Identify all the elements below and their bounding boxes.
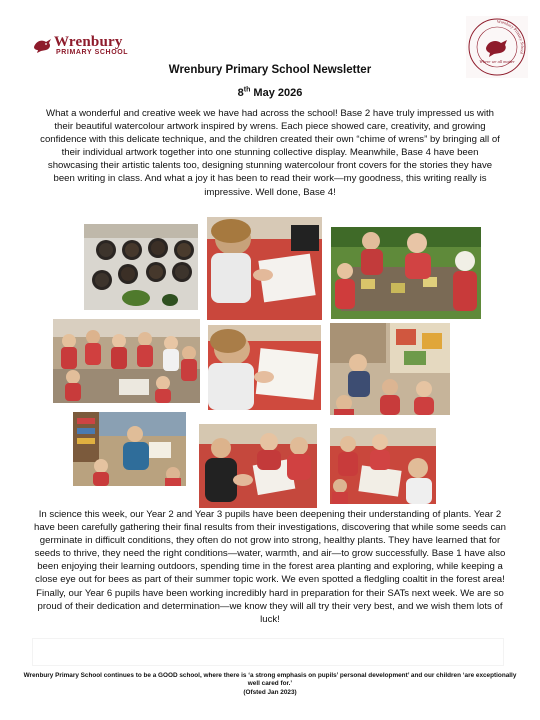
school-logo: [32, 34, 132, 60]
footer-ofsted-quote: Wrenbury Primary School continues to be a GOOD school, where there is ‘a strong emphasis on pupils’ personal development’ and our children ‘are exceptionally well cared for.’: [23, 672, 517, 688]
photo-class-on-carpet: [53, 319, 200, 403]
logo-subtitle: PRIMARY SCHOOL: [56, 49, 129, 56]
photo-child-drawing: [207, 217, 322, 320]
science-paragraph: In science this week, our Year 2 and Year 3 pupils have been deepening their understanding of plants. Year 2 have been carefully gathering their final results from their investigations, discovering that while some seeds can germinate in difficult conditions, they often do not grow into strong, healthy plants. They have learned that for seeds to thrive, they need the right conditions—water, warmth, and air—to grow successfully. Base 1 have also been enjoying their learning outdoors, spending time in the forest area planting and exploring, while keeping a close eye out for bees as part of their summer topic work. We even spotted a fledgling coaltit in the forest area! Finally, our Year 6 pupils have been working incredibly hard in preparation for their SATs next week. We are so proud of their dedication and determination—we know they will all try their very best, and we wish them lots of luck!: [34, 509, 506, 625]
seal-motto: Where we all matter: [479, 59, 515, 64]
newsletter-title: Wrenbury Primary School Newsletter: [168, 64, 372, 76]
seal-ring-text: Wrenbury Primary School: [496, 18, 525, 55]
photo-classroom-activity: [330, 323, 450, 415]
footer: [20, 672, 520, 697]
footer-ofsted-date: (Ofsted Jan 2023): [243, 688, 297, 696]
intro-paragraph: What a wonderful and creative week we have had across the school! Base 2 have truly impressed us with their beautiful watercolour artwork inspired by wrens. Each piece showed care, creativity, and growing confidence with this delicate technique, and the children created their own “chime of wrens” by bringing all of their individual artwork together into one stunning collective display. Meanwhile, Base 4 have been showcasing their artistic talents too, designing stunning watercolour front covers for the stories they have been writing in class. And what a joy it has been to read their work—my goodness, this writing really is impressive. Well done, Base 4!: [40, 108, 500, 198]
photo-children-outdoors: [331, 227, 481, 319]
photo-group-work: [330, 428, 436, 504]
logo-name: Wrenbury: [54, 34, 123, 50]
photo-child-writing: [208, 325, 321, 410]
photo-teacher-reading: [73, 412, 186, 486]
photo-seed-pots: [84, 224, 198, 310]
newsletter-date: 8th May 2026: [237, 86, 303, 99]
blank-text-box: [32, 638, 504, 666]
photo-children-at-table: [199, 424, 317, 508]
wren-bird-icon: [32, 36, 54, 54]
